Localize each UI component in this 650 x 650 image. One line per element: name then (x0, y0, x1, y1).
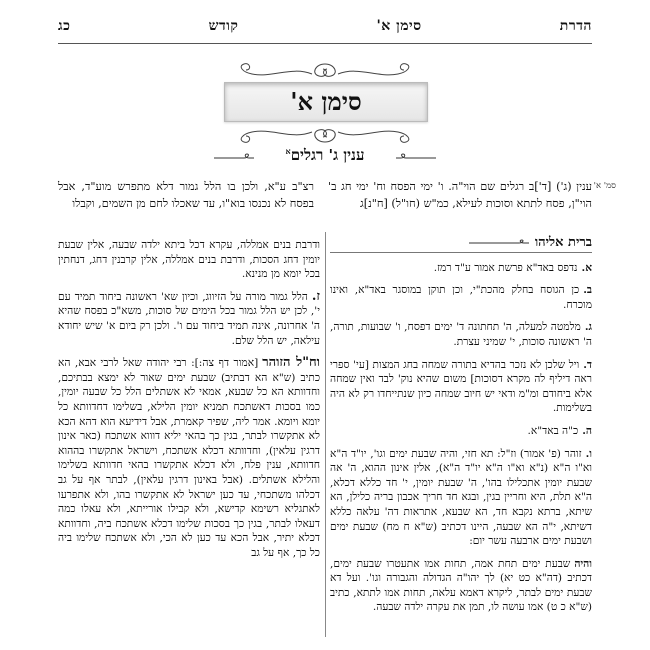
footnote-item (330, 283, 592, 312)
footnote-item (330, 261, 592, 276)
commentary-paragraph (58, 238, 320, 282)
footnote-text: כן הגוסח בחלק מהכת"י, וכן תוקן במוסגר באד"א, ואינו מוכרח. (330, 284, 592, 311)
column-divider (325, 232, 326, 637)
footnote-text: כ"ה באד"א. (527, 424, 579, 437)
footnote-item (330, 557, 592, 615)
page-title: סימן א' (224, 82, 428, 122)
footnotes-column (330, 236, 592, 623)
footnote-item (330, 358, 592, 416)
paragraph-marker: וח"ל הזוהר (262, 355, 320, 371)
footnote-text: מלמטה למעלה, ה' תחתונה ד' ימים דפסח, ו' שבועות, תורה, ה' ראשונה סוכות, י' שמיני עצרת. (330, 321, 592, 348)
title-ornament (212, 60, 438, 146)
footnote-text: נדפס באד"א פרשת אמור ע"ד רמז. (433, 261, 578, 274)
footnote-text: ויל שלכן לא נזכר בהדיא בתורה שמחה בחג המצות [עי' ספרי ראה דיליף לה מקרא דסוכות] משום שהיא נוק' לבד ואין שמחה אלא ביחודם ומ"מ ודאי יש חיוב שמחה כיון שנתייחדו רק לא היה בשלימות. (330, 358, 592, 415)
section-title-footnote-mark: א (285, 146, 291, 156)
section-heading (250, 146, 400, 170)
main-text-right-column (328, 178, 616, 212)
running-head (58, 18, 592, 40)
paragraph-marker: ז. (311, 288, 320, 304)
main-text-right: ענין (ג') [ד']ב רגלים שם הוי"ה. ו' ימי הפסח וח' ימי חג ב' הוי"ן, פסח לתתא וסוכות לעילא, כמ"ש (חו"ל) [ח"נ]ג (328, 180, 592, 210)
paragraph-text: ודרבת בנים אמללה, עקרא דכל ביתא ילדה שבעה, אלין שבעת יומין דחג הסכות, ודרבת בנים אמללה, אלין קרבנין דחג, דנחתין בכל יומא מן מנינא. (58, 239, 320, 281)
right-flourish-icon (396, 153, 436, 163)
subhead-flourish-icon (469, 239, 529, 247)
footnote-marker: ה. (582, 424, 592, 437)
paragraph-text: [אמור דף צה:]: רבי יהודה שאל לרבי אבא, הא כתיב (ש"א הא דבתיב) שבעת ימים שאור לא ימצא בבתיכם, וחדוותא הא כל שבעא, אמאי לא אשתלים הלל כל שבעה יומין, כמו בסכות דאשתכח תמניא יומין הלילא, בשלימו דחדוותא כל יומא ויומא. אמר ליה, שפיר קאמרת, אבל דידיעא הוא דהא הכא לא אתקשרו לבתר, בגין כך בהאי יליא דוווא אשתכח (כאר אינון דרגין עלאין), וחדוותא דכלא אשתכח, וישראל אתקשרו בההוא חדוותא, ענין פלח, ולא דכלא אתקשרו בהאי חדוותא בשלימו והלילא אשתלים. (אבל באינון דרגין עלאין), לבתר אף על גב דכלהו משתכחי, עד כען ישראל לא אתקשרו בהו, ולא אתפרעו לאתגליא רשימא קדישא, ולא קבילו אורייתא, ולא עאלו כמה דעאלו לבתר, בגין כך בסכות שלימו דכלא אשתכח ביה, וחדוותא דכלא יתיר, אבל הכא עד כען לא הכי, ולא אשתכח שלימו ביה כל כך, אף על גב (58, 357, 320, 559)
footnote-marker: א. (581, 261, 592, 274)
footnote-marker: ו. (585, 447, 592, 460)
commentary-list (58, 238, 320, 560)
running-head-book-title-left: קודש (208, 18, 239, 34)
footnote-item (330, 447, 592, 549)
margin-note: סמ' א' (593, 181, 616, 191)
running-head-page-number: כג (58, 18, 71, 34)
header-rule (58, 43, 592, 44)
commentary-column (58, 238, 320, 568)
commentary-paragraph (58, 290, 320, 348)
footnote-marker: ג. (584, 321, 592, 334)
commentary-paragraph (58, 356, 320, 560)
footnote-item (330, 424, 592, 439)
footnote-text: זוהר (פ' אמור) וז"ל: תא חזי, והיה שבעת ימים וגו', יו"ד ה"א וא"ו ה"א (נ"א וא"ו ה"א יו"ד ה"א), אלין אינון ההוא, ה' אה שבעת יומין אתכלילו בהו', ה' שבעת יומין, י' חד כללא דכלא, ה"א תלת, היא וחריין בגין, ובגא חד חריך אכבון בריה כלילן, הא שיתא, ברתא נקבא חד, הא שבעא, אתראות דה' עלאה כללא דשיתא, י"ה הא שבעה, היינו דכתיב (ש"א ח מח) שבעת ימים ושבעת ימים ארבעה עשר יום: (330, 447, 592, 548)
footnotes-subhead (330, 236, 592, 253)
main-text-left-column (58, 178, 314, 212)
section-title-text: ענין ג' רגלים (290, 146, 365, 164)
paragraph-text: הלל גמור מורה על הזיווג, וכיון שא' ראשונה ביחוד תמיד עם י', לכן יש הלל גמור בכל הימים של סוכות, משא"כ בפסח שהיא ה' אחרונה, אינה תמיד ביחוד עם ו'. ולכן רק ביום א' שיש יחודא עילאה, יש הלל שלם. (58, 290, 320, 347)
footnote-marker: והיה (574, 557, 592, 570)
running-head-section: סימן א' (376, 18, 422, 34)
footnote-marker: ד. (583, 358, 592, 371)
running-head-book-title-right: הדרת (559, 18, 592, 34)
footnote-item (330, 320, 592, 349)
footnotes-subhead-text: ברית אליהו (534, 235, 592, 250)
footnote-marker: ב. (583, 284, 592, 297)
footnote-text: שבעת ימים תחת אמה, תחות אמו אתעטרו שבעת ימים, דכתיב (דה"א כט יא) לך יהו"ה הגדולה והגבורה וגו'. ועל דא שבעת ימים לבתר, ליקרא דאמא עלאה, תחות אמו לתתא, כתיב (ש"א כ ט) אמו עושה לו, תמן את עקרה ילדה שבעה. (330, 557, 592, 614)
left-flourish-icon (214, 153, 254, 163)
footnote-list (330, 261, 592, 615)
main-text-left: רצ"ב ע"א, ולכן בו הלל גמור דלא מתפרש מוע"ד, אבל בפסח לא נכנסו בוא"ו, עד שאכלו לחם מן השמים, וקבלו (58, 180, 314, 210)
